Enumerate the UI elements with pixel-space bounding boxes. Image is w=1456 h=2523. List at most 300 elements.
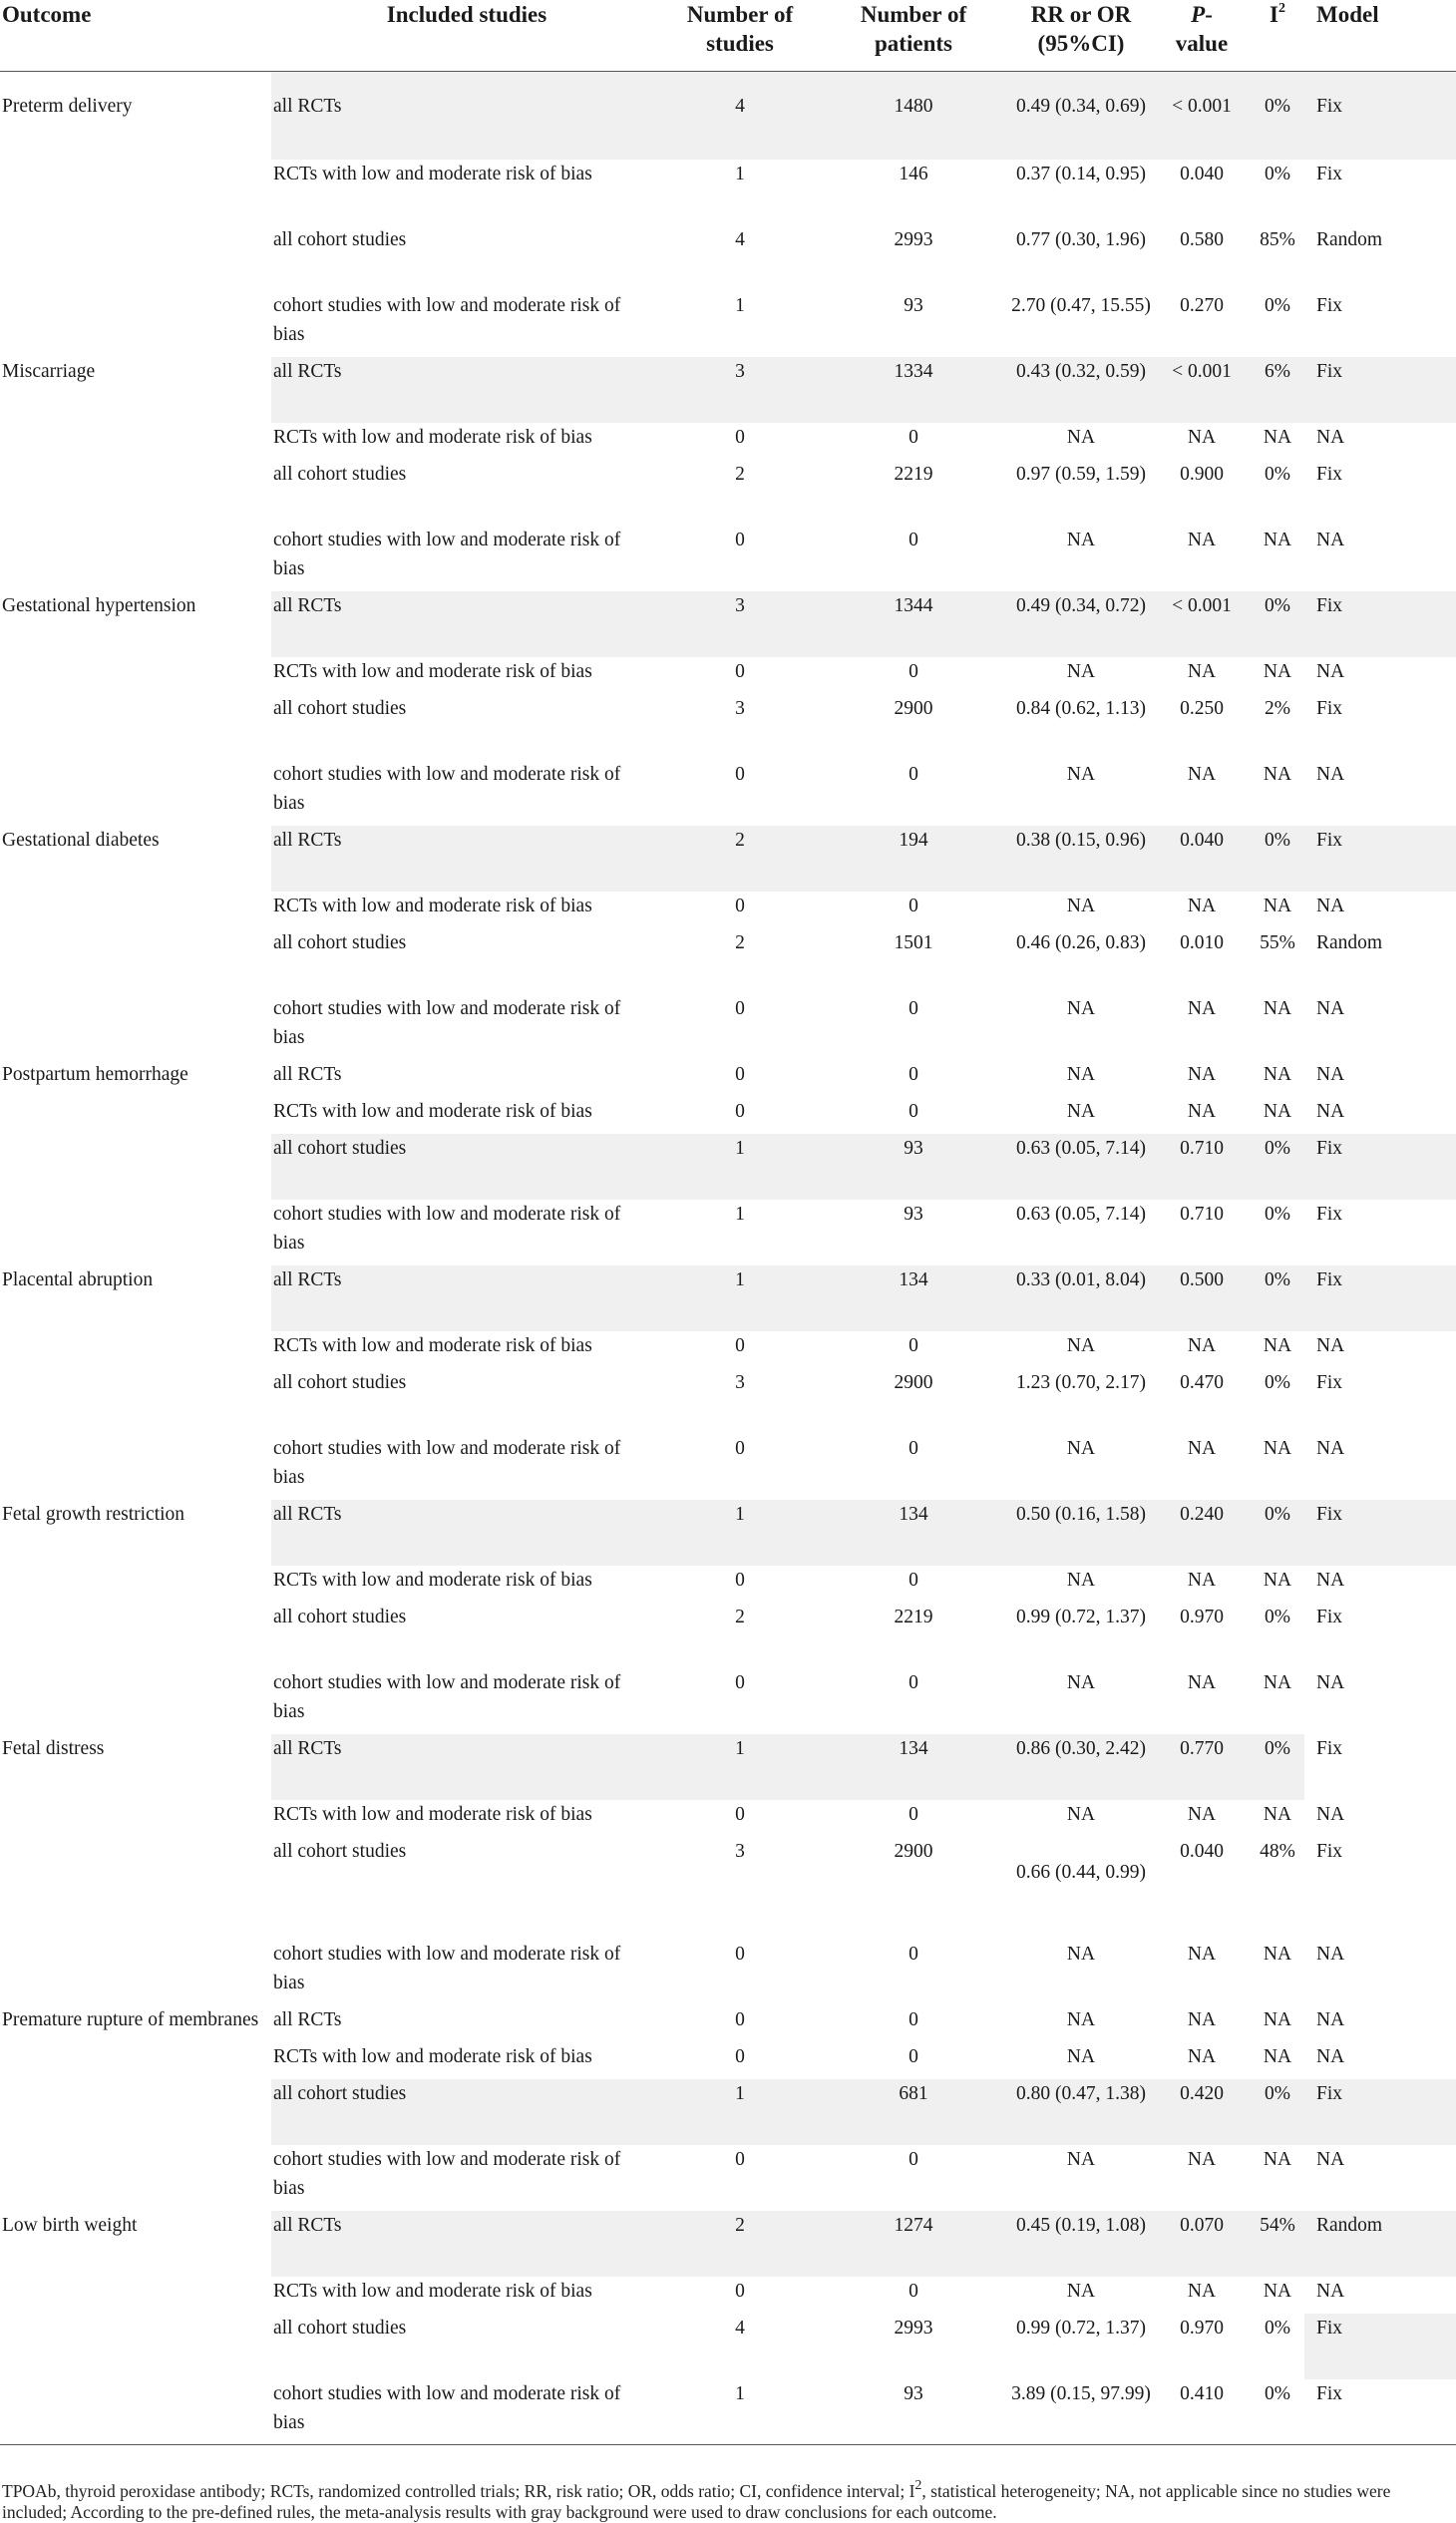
number-of-studies-cell-text: 0 [735, 1100, 745, 1122]
table-row [0, 2314, 1456, 2379]
effect-size-cell [1009, 657, 1153, 694]
table-row [0, 1434, 1456, 1500]
outcome-cell [0, 1500, 271, 1566]
outcome-cell-text: Premature rupture of membranes [2, 2008, 259, 2030]
number-of-patients-cell-text: 93 [904, 294, 923, 316]
i-squared-cell-text: 0% [1265, 2082, 1290, 2104]
model-cell-text: Fix [1316, 1737, 1343, 1759]
effect-size-cell-text: 0.33 (0.01, 8.04) [1016, 1268, 1146, 1290]
i-squared-cell [1251, 460, 1304, 526]
model-cell-text: Fix [1316, 697, 1343, 719]
model-cell-text: Fix [1316, 1203, 1343, 1225]
model-cell [1304, 1566, 1456, 1603]
p-value-cell [1153, 826, 1251, 892]
effect-size-cell [1009, 2079, 1153, 2145]
model-cell-text: NA [1316, 2045, 1345, 2067]
effect-size-cell [1009, 2314, 1153, 2379]
header-included-studies: Included studies [271, 0, 662, 72]
p-value-cell-text: 0.710 [1180, 1137, 1224, 1159]
included-studies-cell [271, 1434, 662, 1500]
p-value-cell-text: NA [1187, 1334, 1217, 1356]
outcome-cell [0, 1097, 271, 1134]
effect-size-cell [1009, 1500, 1153, 1566]
i-squared-cell [1251, 1500, 1304, 1566]
number-of-studies-cell-text: 0 [735, 1437, 745, 1459]
number-of-patients-cell [818, 291, 1009, 357]
effect-size-cell [1009, 994, 1153, 1060]
i-squared-cell-text: NA [1263, 763, 1292, 785]
p-value-cell [1153, 1603, 1251, 1668]
model-cell [1304, 291, 1456, 357]
number-of-patients-cell [818, 694, 1009, 760]
effect-size-cell-text: 0.50 (0.16, 1.58) [1016, 1503, 1146, 1525]
model-cell [1304, 2277, 1456, 2314]
i-squared-cell-text: 2% [1265, 697, 1290, 719]
model-cell [1304, 1331, 1456, 1368]
number-of-patients-cell [818, 1566, 1009, 1603]
model-cell-text: NA [1316, 529, 1345, 550]
model-cell [1304, 1265, 1456, 1331]
table-row [0, 357, 1456, 423]
p-value-cell [1153, 1668, 1251, 1734]
included-studies-cell [271, 1500, 662, 1566]
effect-size-cell [1009, 1134, 1153, 1200]
number-of-studies-cell-text: 0 [735, 2280, 745, 2302]
table-row [0, 2211, 1456, 2277]
number-of-studies-cell [662, 1060, 818, 1097]
number-of-patients-cell [818, 1734, 1009, 1800]
included-studies-cell [271, 1566, 662, 1603]
i-squared-cell [1251, 357, 1304, 423]
included-studies-cell [271, 1060, 662, 1097]
model-cell-text: Fix [1316, 1606, 1343, 1627]
number-of-patients-cell [818, 2211, 1009, 2277]
i-squared-cell [1251, 657, 1304, 694]
number-of-studies-cell [662, 2277, 818, 2314]
outcome-cell [0, 2314, 271, 2379]
number-of-patients-cell-text: 194 [899, 829, 928, 851]
included-studies-cell-text: RCTs with low and moderate risk of bias [273, 1334, 592, 1356]
number-of-studies-cell-text: 0 [735, 1671, 745, 1693]
outcome-cell [0, 72, 271, 160]
p-value-cell [1153, 591, 1251, 657]
outcome-cell [0, 2145, 271, 2211]
p-value-cell-text: NA [1187, 1671, 1217, 1693]
table-row [0, 928, 1456, 994]
p-value-cell [1153, 1265, 1251, 1331]
i-squared-cell-text: NA [1263, 529, 1292, 550]
outcome-cell [0, 657, 271, 694]
number-of-studies-cell-text: 0 [735, 1569, 745, 1591]
i-squared-cell-text: NA [1263, 2280, 1292, 2302]
number-of-patients-cell-text: 1480 [894, 96, 933, 117]
number-of-studies-cell [662, 526, 818, 591]
effect-size-cell [1009, 1940, 1153, 2005]
p-value-cell-text: 0.500 [1180, 1268, 1224, 1290]
i-squared-cell [1251, 2079, 1304, 2145]
effect-size-cell-text: 0.43 (0.32, 0.59) [1016, 360, 1146, 382]
included-studies-cell-text: all cohort studies [273, 1840, 407, 1862]
number-of-studies-cell [662, 657, 818, 694]
number-of-studies-cell [662, 1500, 818, 1566]
table-body [0, 72, 1456, 2445]
table-row [0, 994, 1456, 1060]
effect-size-cell-text: NA [1066, 1437, 1096, 1459]
number-of-studies-cell-text: 0 [735, 2008, 745, 2030]
header-outcome: Outcome [0, 0, 271, 72]
number-of-patients-cell-text: 0 [909, 895, 918, 916]
table-row [0, 591, 1456, 657]
header-p-value: P- value [1153, 0, 1251, 72]
model-cell-text: NA [1316, 1100, 1345, 1122]
number-of-patients-cell-text: 2900 [894, 1371, 933, 1393]
included-studies-cell [271, 1940, 662, 2005]
effect-size-cell-text: 0.63 (0.05, 7.14) [1016, 1203, 1146, 1225]
i-squared-cell-text: NA [1263, 1943, 1292, 1965]
effect-size-cell-text: 0.86 (0.30, 2.42) [1016, 1737, 1146, 1759]
number-of-patients-cell-text: 1501 [894, 931, 933, 953]
table-row [0, 1940, 1456, 2005]
number-of-studies-cell-text: 4 [735, 2317, 745, 2339]
number-of-studies-cell-text: 0 [735, 2045, 745, 2067]
effect-size-cell [1009, 2379, 1153, 2445]
number-of-studies-cell-text: 0 [735, 1803, 745, 1825]
p-value-cell [1153, 1331, 1251, 1368]
outcome-cell-text: Fetal growth restriction [2, 1503, 185, 1525]
p-value-cell [1153, 160, 1251, 225]
number-of-patients-cell [818, 1134, 1009, 1200]
model-cell [1304, 2211, 1456, 2277]
table-row [0, 2145, 1456, 2211]
model-cell-text: NA [1316, 895, 1345, 916]
model-cell [1304, 460, 1456, 526]
effect-size-cell [1009, 1368, 1153, 1434]
effect-size-cell-text: NA [1066, 1100, 1096, 1122]
outcome-cell [0, 2079, 271, 2145]
model-cell-text: Fix [1316, 463, 1343, 485]
i-squared-cell [1251, 1668, 1304, 1734]
number-of-studies-cell-text: 1 [735, 1203, 745, 1225]
number-of-patients-cell [818, 1837, 1009, 1940]
i-squared-cell-text: 0% [1265, 1203, 1290, 1225]
effect-size-cell-text: NA [1066, 2148, 1096, 2170]
i-squared-cell [1251, 928, 1304, 994]
model-cell-text: NA [1316, 1334, 1345, 1356]
outcome-cell [0, 591, 271, 657]
p-value-cell [1153, 225, 1251, 291]
number-of-studies-cell-text: 3 [735, 697, 745, 719]
number-of-patients-cell [818, 2379, 1009, 2445]
effect-size-cell [1009, 1200, 1153, 1265]
model-cell-text: NA [1316, 1437, 1345, 1459]
number-of-patients-cell-text: 0 [909, 1671, 918, 1693]
p-value-cell [1153, 1800, 1251, 1837]
outcome-cell [0, 1265, 271, 1331]
included-studies-cell-text: RCTs with low and moderate risk of bias [273, 2045, 592, 2067]
number-of-studies-cell [662, 225, 818, 291]
i-squared-cell [1251, 892, 1304, 928]
p-value-cell [1153, 994, 1251, 1060]
outcome-cell [0, 526, 271, 591]
effect-size-cell-text: 0.99 (0.72, 1.37) [1016, 2317, 1146, 2339]
model-cell-text: Random [1316, 228, 1383, 250]
number-of-patients-cell-text: 0 [909, 1437, 918, 1459]
i-squared-cell [1251, 423, 1304, 460]
included-studies-cell [271, 826, 662, 892]
i-squared-cell [1251, 1434, 1304, 1500]
effect-size-cell-text: NA [1066, 1334, 1096, 1356]
effect-size-cell [1009, 1668, 1153, 1734]
included-studies-cell [271, 423, 662, 460]
p-value-cell [1153, 1500, 1251, 1566]
number-of-studies-cell [662, 1200, 818, 1265]
number-of-patients-cell [818, 357, 1009, 423]
table-row [0, 460, 1456, 526]
effect-size-cell-text: 0.99 (0.72, 1.37) [1016, 1606, 1146, 1627]
p-value-cell [1153, 928, 1251, 994]
number-of-patients-cell [818, 72, 1009, 160]
included-studies-cell [271, 2314, 662, 2379]
number-of-studies-cell-text: 1 [735, 1268, 745, 1290]
number-of-studies-cell [662, 2211, 818, 2277]
number-of-patients-cell [818, 1097, 1009, 1134]
p-value-cell-text: NA [1187, 2148, 1217, 2170]
i-squared-cell [1251, 72, 1304, 160]
effect-size-cell [1009, 591, 1153, 657]
effect-size-cell [1009, 1837, 1153, 1940]
model-cell [1304, 760, 1456, 826]
outcome-cell [0, 2005, 271, 2042]
included-studies-cell [271, 657, 662, 694]
effect-size-cell [1009, 2005, 1153, 2042]
number-of-studies-cell-text: 0 [735, 2148, 745, 2170]
effect-size-cell [1009, 1331, 1153, 1368]
i-squared-cell [1251, 1134, 1304, 1200]
outcome-cell [0, 291, 271, 357]
number-of-patients-cell-text: 2993 [894, 228, 933, 250]
outcome-cell [0, 1368, 271, 1434]
p-value-cell-text: NA [1187, 529, 1217, 550]
effect-size-cell-text: NA [1066, 1943, 1096, 1965]
outcome-cell [0, 1734, 271, 1800]
i-squared-cell-text: 55% [1260, 931, 1295, 953]
number-of-studies-cell-text: 4 [735, 96, 745, 117]
number-of-patients-cell [818, 928, 1009, 994]
table-row [0, 1566, 1456, 1603]
effect-size-cell [1009, 1265, 1153, 1331]
outcome-cell-text: Miscarriage [2, 360, 96, 382]
effect-size-cell [1009, 357, 1153, 423]
p-value-cell-text: 0.580 [1180, 228, 1224, 250]
model-cell-text: Fix [1316, 1371, 1343, 1393]
p-value-cell [1153, 2005, 1251, 2042]
i-squared-cell [1251, 2211, 1304, 2277]
effect-size-cell-text: NA [1066, 1671, 1096, 1693]
included-studies-cell [271, 1200, 662, 1265]
i-squared-cell-text: 0% [1265, 1371, 1290, 1393]
model-cell-text: Random [1316, 2214, 1383, 2236]
model-cell [1304, 1368, 1456, 1434]
number-of-patients-cell [818, 1800, 1009, 1837]
i-squared-cell [1251, 160, 1304, 225]
model-cell-text: NA [1316, 2008, 1345, 2030]
included-studies-cell [271, 1097, 662, 1134]
effect-size-cell-text: NA [1066, 2280, 1096, 2302]
model-cell-text: NA [1316, 2280, 1345, 2302]
included-studies-cell [271, 1603, 662, 1668]
model-cell [1304, 2005, 1456, 2042]
p-value-cell [1153, 291, 1251, 357]
number-of-patients-cell [818, 1434, 1009, 1500]
included-studies-cell-text: cohort studies with low and moderate risk of bias [273, 1203, 621, 1254]
number-of-patients-cell-text: 2900 [894, 697, 933, 719]
number-of-patients-cell-text: 0 [909, 2045, 918, 2067]
effect-size-cell-text: NA [1066, 2045, 1096, 2067]
included-studies-cell-text: cohort studies with low and moderate risk of bias [273, 997, 621, 1048]
number-of-studies-cell [662, 826, 818, 892]
included-studies-cell-text: cohort studies with low and moderate risk of bias [273, 1437, 621, 1488]
outcome-cell [0, 225, 271, 291]
i-squared-cell [1251, 291, 1304, 357]
number-of-patients-cell-text: 1334 [894, 360, 933, 382]
number-of-studies-cell-text: 0 [735, 529, 745, 550]
table-row [0, 1368, 1456, 1434]
table-row [0, 1265, 1456, 1331]
effect-size-cell-text: 0.37 (0.14, 0.95) [1016, 163, 1146, 184]
model-cell-text: Fix [1316, 1503, 1343, 1525]
outcome-cell [0, 1668, 271, 1734]
number-of-patients-cell-text: 0 [909, 1803, 918, 1825]
included-studies-cell-text: all cohort studies [273, 2082, 407, 2104]
effect-size-cell-text: NA [1066, 997, 1096, 1019]
number-of-studies-cell-text: 2 [735, 1606, 745, 1627]
i-squared-cell [1251, 1265, 1304, 1331]
i-squared-cell [1251, 2145, 1304, 2211]
number-of-studies-cell [662, 1331, 818, 1368]
header-number-of-studies: Number of studies [662, 0, 818, 72]
number-of-patients-cell-text: 2993 [894, 2317, 933, 2339]
effect-size-cell [1009, 826, 1153, 892]
included-studies-cell [271, 1331, 662, 1368]
number-of-patients-cell [818, 1060, 1009, 1097]
included-studies-cell-text: RCTs with low and moderate risk of bias [273, 426, 592, 448]
included-studies-cell-text: RCTs with low and moderate risk of bias [273, 895, 592, 916]
model-cell [1304, 72, 1456, 160]
table-row [0, 1500, 1456, 1566]
p-value-cell [1153, 1097, 1251, 1134]
number-of-patients-cell [818, 892, 1009, 928]
included-studies-cell [271, 694, 662, 760]
included-studies-cell-text: cohort studies with low and moderate risk of bias [273, 294, 621, 345]
number-of-patients-cell [818, 423, 1009, 460]
effect-size-cell-text: 0.49 (0.34, 0.72) [1016, 594, 1146, 616]
included-studies-cell [271, 2211, 662, 2277]
number-of-studies-cell-text: 0 [735, 1943, 745, 1965]
number-of-studies-cell [662, 694, 818, 760]
included-studies-cell-text: all cohort studies [273, 2317, 407, 2339]
model-cell-text: NA [1316, 1943, 1345, 1965]
effect-size-cell-text: 0.77 (0.30, 1.96) [1016, 228, 1146, 250]
outcome-cell [0, 928, 271, 994]
number-of-studies-cell [662, 72, 818, 160]
model-cell-text: NA [1316, 1063, 1345, 1085]
number-of-patients-cell-text: 0 [909, 997, 918, 1019]
model-cell-text: NA [1316, 997, 1345, 1019]
p-value-cell-text: NA [1187, 1943, 1217, 1965]
p-value-cell-text: NA [1187, 660, 1217, 682]
included-studies-cell [271, 2079, 662, 2145]
number-of-patients-cell-text: 0 [909, 1100, 918, 1122]
model-cell [1304, 1940, 1456, 2005]
number-of-patients-cell-text: 0 [909, 763, 918, 785]
number-of-studies-cell [662, 1940, 818, 2005]
number-of-patients-cell [818, 1331, 1009, 1368]
number-of-patients-cell [818, 2314, 1009, 2379]
effect-size-cell-text: NA [1066, 1569, 1096, 1591]
p-value-cell [1153, 1734, 1251, 1800]
table-row [0, 423, 1456, 460]
p-value-cell-text: 0.010 [1180, 931, 1224, 953]
i-squared-cell-text: 6% [1265, 360, 1290, 382]
number-of-patients-cell [818, 160, 1009, 225]
number-of-studies-cell-text: 1 [735, 1137, 745, 1159]
included-studies-cell-text: RCTs with low and moderate risk of bias [273, 660, 592, 682]
included-studies-cell [271, 291, 662, 357]
p-value-cell [1153, 2079, 1251, 2145]
p-value-cell [1153, 2277, 1251, 2314]
i-squared-cell [1251, 826, 1304, 892]
model-cell-text: Fix [1316, 2382, 1343, 2404]
table-row [0, 2079, 1456, 2145]
included-studies-cell-text: all RCTs [273, 594, 342, 616]
model-cell-text: Fix [1316, 163, 1343, 184]
i-squared-cell-text: NA [1263, 895, 1292, 916]
included-studies-cell [271, 72, 662, 160]
number-of-patients-cell-text: 681 [899, 2082, 928, 2104]
outcome-cell-text: Gestational diabetes [2, 829, 160, 851]
outcome-cell [0, 1800, 271, 1837]
model-cell [1304, 1603, 1456, 1668]
number-of-studies-cell-text: 0 [735, 997, 745, 1019]
included-studies-cell-text: RCTs with low and moderate risk of bias [273, 1569, 592, 1591]
number-of-patients-cell-text: 0 [909, 2148, 918, 2170]
p-value-cell [1153, 694, 1251, 760]
i-squared-cell [1251, 1800, 1304, 1837]
i-squared-cell [1251, 2314, 1304, 2379]
included-studies-cell-text: cohort studies with low and moderate risk of bias [273, 2148, 621, 2199]
i-squared-cell-text: NA [1263, 1100, 1292, 1122]
i-squared-cell [1251, 1734, 1304, 1800]
table-row [0, 1097, 1456, 1134]
effect-size-cell-text: NA [1066, 2008, 1096, 2030]
p-value-cell-text: 0.240 [1180, 1503, 1224, 1525]
p-value-cell [1153, 1566, 1251, 1603]
effect-size-cell [1009, 526, 1153, 591]
effect-size-cell [1009, 1060, 1153, 1097]
number-of-studies-cell-text: 0 [735, 763, 745, 785]
effect-size-cell-text: 0.84 (0.62, 1.13) [1016, 697, 1146, 719]
model-cell-text: Fix [1316, 2082, 1343, 2104]
model-cell [1304, 526, 1456, 591]
model-cell-text: NA [1316, 1569, 1345, 1591]
number-of-patients-cell [818, 994, 1009, 1060]
number-of-studies-cell [662, 357, 818, 423]
i-squared-cell-text: NA [1263, 2148, 1292, 2170]
model-cell [1304, 1060, 1456, 1097]
model-cell [1304, 2042, 1456, 2079]
outcome-cell [0, 357, 271, 423]
outcome-cell [0, 1331, 271, 1368]
